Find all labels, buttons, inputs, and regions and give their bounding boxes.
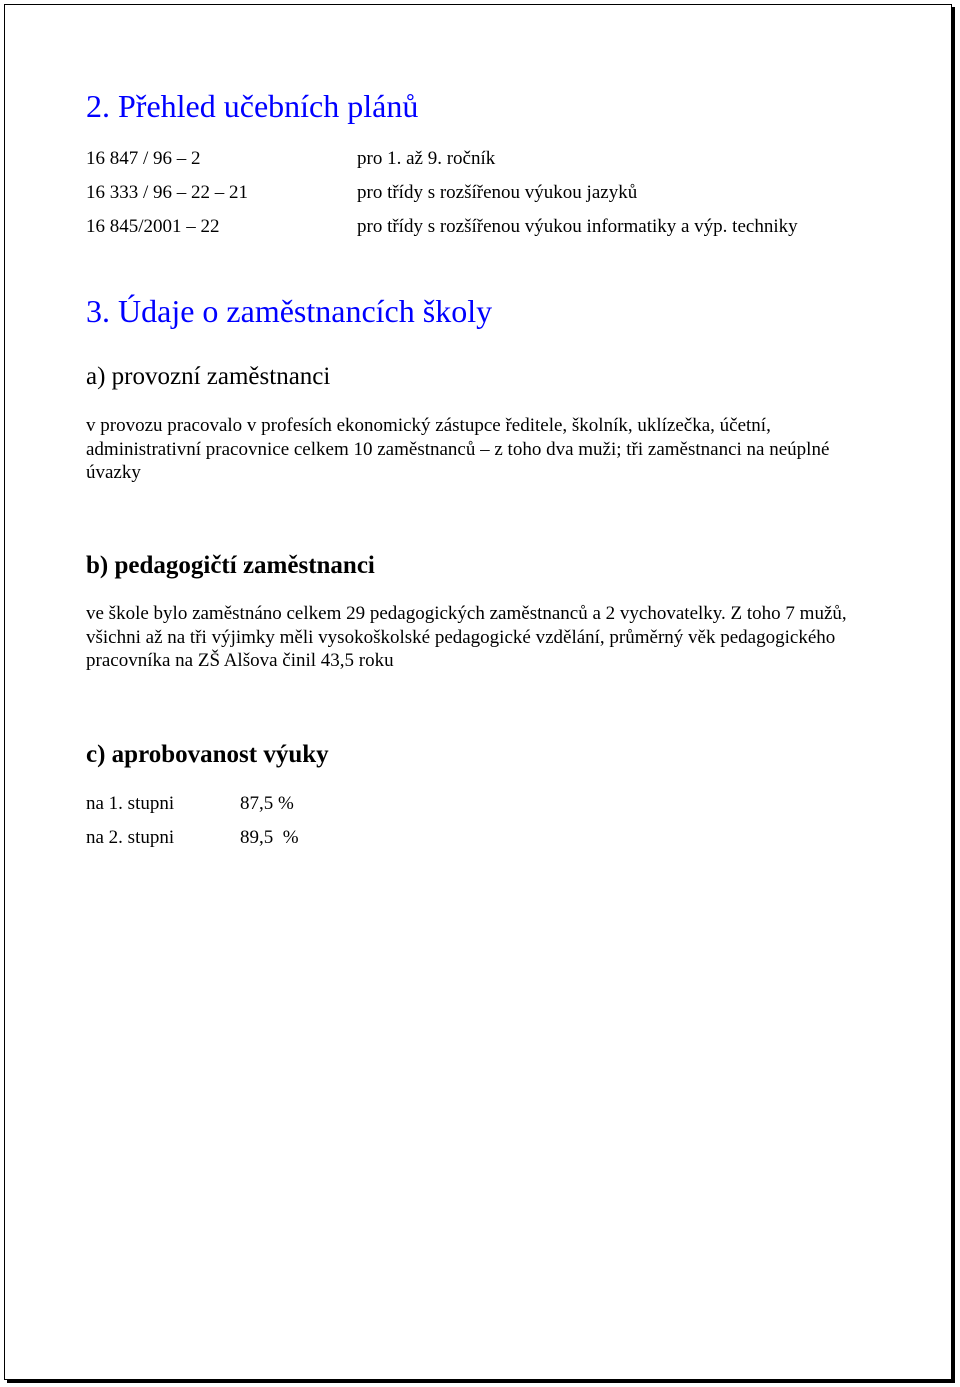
section-3-title: Údaje o zaměstnancích školy [118,293,493,329]
approbation-label-2: na 2. stupni [86,827,175,848]
page [4,4,952,1380]
plan-code-2: 16 333 / 96 – 22 – 21 [86,182,249,203]
section-2-heading [86,88,418,124]
plan-desc-1: pro 1. až 9. ročník [357,148,496,169]
approbation-label-1: na 1. stupni [86,793,175,814]
approbation-value-2: 89,5 % [240,827,299,848]
plan-desc-2: pro třídy s rozšířenou výukou jazyků [357,182,638,203]
subsection-a-heading: a) provozní zaměstnanci [86,363,331,390]
approbation-value-1: 87,5 % [240,793,294,814]
plan-code-1: 16 847 / 96 – 2 [86,148,201,169]
plan-code-3: 16 845/2001 – 22 [86,216,220,237]
section-3-heading [86,293,492,329]
section-2-title: Přehled učebních plánů [118,88,419,124]
plan-desc-3: pro třídy s rozšířenou výukou informatiky a výp. techniky [357,216,798,237]
subsection-b-text: ve škole bylo zaměstnáno celkem 29 pedagogických zaměstnanců a 2 vychovatelky. Z toho 7 mužů, všichni až na tři výjimky měli vysokoškolské pedagogické vzdělání, průměrný věk pedagogického pracovníka na ZŠ Alšova činil 43,5 roku [86,603,847,671]
section-3-number: 3. [86,293,110,329]
subsection-b-heading: b) pedagogičtí zaměstnanci [86,552,375,579]
section-2-number: 2. [86,88,110,124]
subsection-a-text: v provozu pracovalo v profesích ekonomický zástupce ředitele, školník, uklízečka, účetní, administrativní pracovnice celkem 10 zaměstnanců – z toho dva muži; tři zaměstnanci na neúplné úvazky [86,415,830,483]
subsection-c-heading: c) aprobovanost výuky [86,741,329,768]
